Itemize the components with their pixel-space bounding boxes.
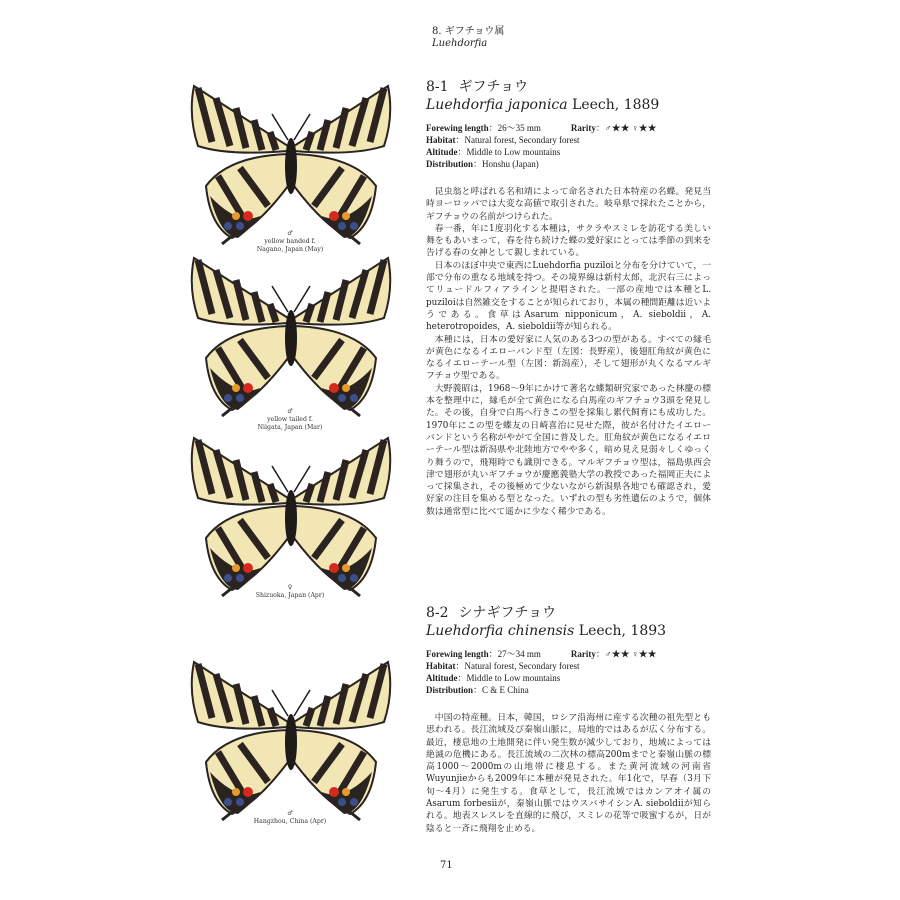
species-meta: Forewing length：27〜34 mm Rarity：♂★★ ♀★★ Habitat：Natural forest, Secondary forest Altitude：Middle to Low mountains Distribution：C & E China: [426, 649, 657, 695]
page-number: 71: [440, 860, 453, 871]
butterfly-image-4: [188, 652, 394, 822]
butterfly-image-2: [188, 248, 394, 418]
rarity-stars: ♂★★ ♀★★: [604, 123, 657, 133]
paragraph: 中国の特産種。日本，韓国，ロシア沿海州に産する次種の祖先型とも思われる。長江流域及び秦嶺山脈に，局地的ではあるが広く分布する。最近，棲息地の土地開発に伴い発生数が減少しており，地域によっては絶滅の危機にある。長江流域の二次林の標高200mまでと秦嶺山脈の標高1000〜2000mの山地帯に棲息する。また黄河流域の河南省Wuyunjieからも2009年に本種が発見された。年1化で，早春（3月下旬〜4月）に発生する。食草として，長江流域ではカンアオイ属のAsarum forbesiiが，秦嶺山脈ではウスバサイシンA. sieboldiiが知られる。地表スレスレを直線的に飛び，スミレの花等で吸蜜するが，日が陰ると一斉に飛翔を止める。: [426, 713, 711, 834]
rarity-stars: ♂★★ ♀★★: [604, 649, 657, 659]
scientific-name: Luehdorfia chinensis Leech, 1893: [426, 623, 667, 639]
butterfly-image-3: [188, 428, 394, 598]
species-entry-8-2: [426, 604, 866, 835]
paragraph: 春一番，年に1度羽化する本種は，サクラやスミレを訪花する美しい舞をもあいまって，春を待ち続けた蝶の愛好家にとっては季節の到来を告げる春の女神として親しまれている。: [426, 223, 711, 259]
species-number: 8-2: [426, 605, 449, 621]
japanese-name: ギフチョウ: [458, 79, 529, 95]
butterfly-figure-3: [188, 428, 394, 598]
butterfly-image-1: [188, 76, 394, 246]
chapter-title: 8. ギフチョウ属: [432, 26, 505, 37]
figure-caption-3: ♀ Shizuoka, Japan (Apr): [230, 584, 350, 600]
paragraph: 日本のほぼ中央で東西にLuehdorfia puziloiと分布を分けていて，一部で分布の重なる地域を持つ。その境界線は新村太郎，北沢右三によってリュードルフィアラインと提唱された。一部の産地では本種とL. puziloiは自然雑交をすることが知られており，本属の種間距離は近いようである。食草はAsarum nipponicum，A. sieboldii，A. heterotropoides，A. sieboldii等が知られる。: [426, 260, 711, 333]
butterfly-figure-1: [188, 76, 394, 246]
species-description: [426, 712, 711, 835]
figure-caption-4: ♂ Hangzhou, China (Apr): [230, 810, 350, 826]
species-heading: [426, 604, 866, 622]
sex-symbol: ♂: [287, 810, 293, 817]
running-header: [432, 26, 504, 50]
species-number: 8-1: [426, 79, 449, 95]
figure-caption-2: ♂ yellow tailed f. Niigata, Japan (Mar): [230, 408, 350, 432]
scientific-name: Luehdorfia japonica Leech, 1889: [426, 97, 660, 113]
sex-symbol: ♂: [287, 408, 293, 415]
paragraph: 大野義昭は，1968〜9年にかけて著名な蝶類研究家であった林慶の標本を整理中に，縁毛が全て黄色になる白馬産のギフチョウ3頭を発見した。その後，自身で白馬へ行きこの型を採集し累代飼育にも成功した。1970年にこの型を蝶友の日崎喜治に見せた際，彼が名付けたイエローバンドという名称がやがて全国に普及した。肛角紋が黄色になるイエローテール型は新潟県や北陸地方でやや多く，暗め見え見弱々しくゆっくり舞うので，飛翔時でも識別できる。マルギフチョウ型は，福島県西会津で翅形が丸いギフチョウが慶應義塾大学の教授であった福岡正夫によって採集され，その後極めて少ないながら新潟県各地でも確認され，愛好家の注目を集める型となった。いずれの型も劣性遺伝のようで，個体数は通常型に比べて遥かに少なく稀少である。: [426, 383, 711, 517]
species-entry-8-1: [426, 78, 866, 518]
paragraph: 本種には，日本の愛好家に人気のある3つの型がある。すべての縁毛が黄色になるイエローバンド型（左図：長野産），後翅肛角紋が黄色になるイエローテール型（左図：新潟産），そして翅形が丸くなるマルギフチョウ型である。: [426, 334, 711, 382]
figure-caption-1: ♂ yellow banded f. Nagano, Japan (May): [230, 230, 350, 254]
species-heading: [426, 78, 866, 96]
paragraph: 昆虫翁と呼ばれる名和靖によって命名された日本特産の名蝶。発見当時ヨーロッパでは大変な高値で取引された。岐阜県で採れたことから，ギフチョウの名前がつけられた。: [426, 187, 711, 222]
species-description: [426, 186, 711, 518]
species-meta: Forewing length：26〜35 mm Rarity：♂★★ ♀★★ Habitat：Natural forest, Secondary forest Altitude：Middle to Low mountains Distribution：Honshu (Japan): [426, 123, 657, 169]
butterfly-figure-4: [188, 652, 394, 822]
butterfly-figure-2: [188, 248, 394, 418]
sex-symbol: ♂: [287, 230, 293, 237]
genus-name: Luehdorfia: [432, 38, 488, 49]
japanese-name: シナギフチョウ: [458, 605, 557, 621]
sex-symbol: ♀: [287, 584, 293, 591]
